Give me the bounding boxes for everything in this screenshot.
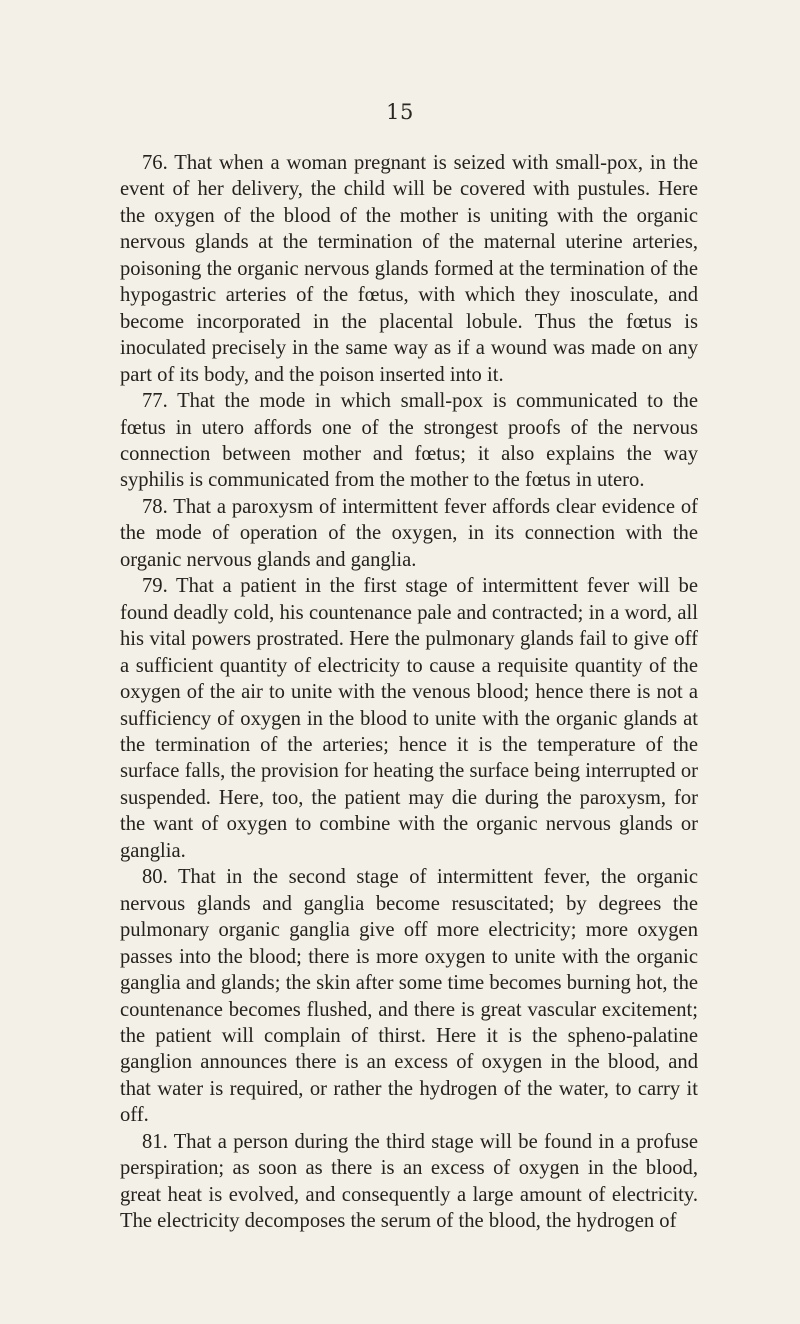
paragraph-text: That the mode in which small-pox is communicated to the fœtus in utero affords one of the strongest proofs of the nervous connection between mother and fœtus; it also explains the way syphilis is communicated from the mother to the fœtus in utero. bbox=[120, 390, 698, 492]
paragraph-number: 78. bbox=[142, 495, 168, 518]
paragraph-number: 79. bbox=[142, 575, 168, 598]
paragraph-number: 76. bbox=[142, 152, 168, 174]
paragraph-76 bbox=[120, 150, 698, 388]
paragraph-text: That a patient in the first stage of intermittent fever will be found deadly cold, his countenance pale and contracted; in a word, all his vital powers prostrated. Here the pulmonary glands fail to give off a sufficient quantity of electricity to cause a requisite quantity of the oxygen of the air to unite with the venous blood; hence there is not a sufficiency of oxygen in the blood to unite with the organic glands at the termination of the arteries; hence it is the temperature of the surface falls, the provision for heating the surface being interrupted or suspended. Here, too, the patient may die during the paroxysm, for the want of oxygen to combine with the organic nervous glands or ganglia. bbox=[120, 575, 698, 862]
paragraph-text: That a person during the third stage will be found in a profuse perspiration; as soon as there is an excess of oxygen in the blood, great heat is evolved, and consequently a large amount of electricity. The electricity decomposes the serum of the blood, the hydrogen of bbox=[120, 1130, 699, 1233]
paragraph-78 bbox=[120, 494, 698, 573]
paragraph-number: 77. bbox=[142, 390, 168, 413]
paragraph-77 bbox=[120, 388, 698, 494]
body-text bbox=[120, 150, 698, 1235]
paragraph-79 bbox=[120, 573, 698, 864]
paragraph-81 bbox=[120, 1129, 698, 1235]
page-number: 15 bbox=[386, 100, 414, 124]
paragraph-number: 81. bbox=[142, 1130, 168, 1153]
paragraph-text: That in the second stage of intermittent fever, the organic nervous glands and ganglia become resuscitated; by degrees the pulmonary organic ganglia give off more electricity; more oxygen passes into the blood; there is more oxygen to unite with the organic ganglia and glands; the skin after some time becomes burning hot, the countenance becomes flushed, and there is great vascular excitement; the patient will complain of thirst. Here it is the spheno-palatine ganglion announces there is an excess of oxygen in the blood, and that water is required, or rather the hydrogen of the water, to carry it off. bbox=[120, 866, 698, 1127]
paragraph-text: That when a woman pregnant is seized with small-pox, in the event of her delivery, the child will be covered with pustules. Here the oxygen of the blood of the mother is uniting with the organic nervous glands at the termination of the maternal uterine arteries, poisoning the organic nervous glands formed at the termination of the hypogastric arteries of the fœtus, with which they inosculate, and become incorporated in the placental lobule. Thus the fœtus is inoculated precisely in the same way as if a wound was made on any part of its body, and the poison inserted into it. bbox=[120, 152, 699, 386]
paragraph-number: 80. bbox=[142, 866, 168, 889]
paragraph-80 bbox=[120, 864, 698, 1129]
paragraph-text: That a paroxysm of intermittent fever affords clear evidence of the mode of operation of the oxygen, in its connection with the organic nervous glands and ganglia. bbox=[120, 495, 698, 571]
